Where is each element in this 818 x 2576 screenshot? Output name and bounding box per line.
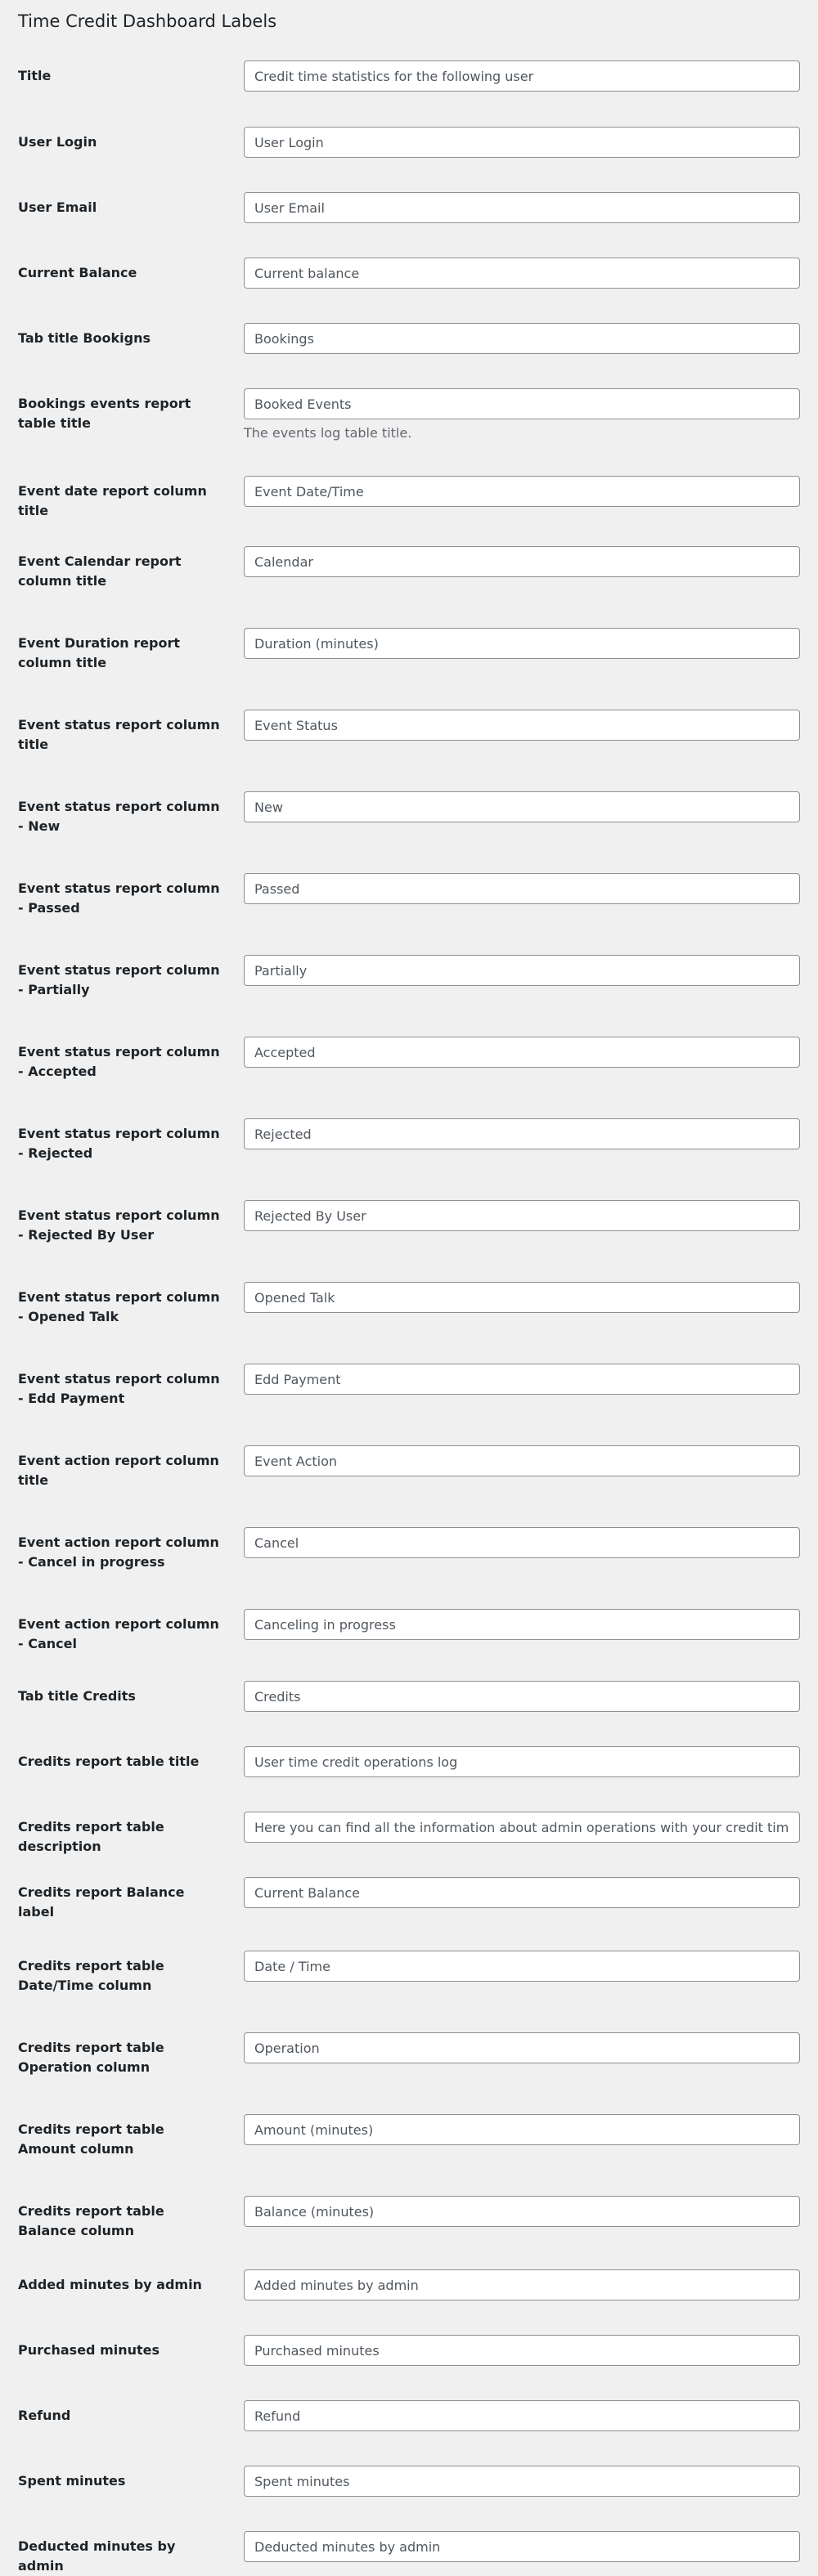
field-label: Event Calendar report column title (18, 553, 182, 589)
credits-report-table-balance-column-input[interactable] (244, 2196, 800, 2227)
event-action-report-column-cancel-in-progress-input[interactable] (244, 1527, 800, 1558)
field-label: Event date report column title (18, 483, 207, 518)
event-action-report-column-cancel-input[interactable] (244, 1609, 800, 1640)
field-label: Tab title Bookigns (18, 330, 151, 346)
event-date-report-column-title-input[interactable] (244, 476, 800, 507)
field-label: Refund (18, 2408, 71, 2423)
field-label: Purchased minutes (18, 2342, 160, 2358)
field-label: Credits report table description (18, 1819, 164, 1854)
field-label: User Login (18, 134, 97, 150)
event-status-report-column-rejected-by-user-input[interactable] (244, 1200, 800, 1231)
credits-report-balance-label-input[interactable] (244, 1877, 800, 1908)
field-label: Credits report Balance label (18, 1884, 185, 1920)
tab-title-credits-input[interactable] (244, 1681, 800, 1712)
field-label: Event status report column - Partially (18, 962, 220, 997)
bookings-events-report-table-title-input[interactable] (244, 388, 800, 419)
event-status-report-column-title-input[interactable] (244, 710, 800, 741)
spent-minutes-input[interactable] (244, 2466, 800, 2497)
field-description: The events log table title. (244, 425, 412, 441)
field-label: Tab title Credits (18, 1688, 136, 1704)
current-balance-input[interactable] (244, 258, 800, 289)
field-label: Credits report table Balance column (18, 2203, 164, 2238)
field-label: Event status report column - Opened Talk (18, 1289, 220, 1324)
field-label: Event action report column - Cancel (18, 1616, 219, 1651)
field-label: Credits report table Date/Time column (18, 1958, 164, 1993)
field-label: Current Balance (18, 265, 137, 280)
field-label: Title (18, 68, 52, 83)
event-status-report-column-edd-payment-input[interactable] (244, 1364, 800, 1395)
refund-input[interactable] (244, 2400, 800, 2431)
user-email-input[interactable] (244, 192, 800, 223)
purchased-minutes-input[interactable] (244, 2335, 800, 2366)
field-label: Added minutes by admin (18, 2277, 202, 2292)
field-label: Credits report table Amount column (18, 2121, 164, 2157)
field-label: Event status report column title (18, 717, 220, 752)
field-label: Event status report column - Rejected (18, 1126, 220, 1161)
event-status-report-column-opened-talk-input[interactable] (244, 1282, 800, 1313)
event-status-report-column-accepted-input[interactable] (244, 1037, 800, 1068)
field-label: Spent minutes (18, 2473, 126, 2489)
event-status-report-column-partially-input[interactable] (244, 955, 800, 986)
credits-report-table-amount-column-input[interactable] (244, 2114, 800, 2145)
field-label: Event status report column - Accepted (18, 1044, 220, 1079)
credits-report-table-date-time-column-input[interactable] (244, 1951, 800, 1982)
field-label: Credits report table title (18, 1754, 200, 1769)
title-input[interactable] (244, 60, 800, 92)
event-status-report-column-new-input[interactable] (244, 791, 800, 822)
deducted-minutes-by-admin-input[interactable] (244, 2531, 800, 2562)
added-minutes-by-admin-input[interactable] (244, 2269, 800, 2300)
field-label: Event status report column - Passed (18, 880, 220, 916)
event-status-report-column-passed-input[interactable] (244, 873, 800, 904)
field-label: Event action report column title (18, 1453, 219, 1488)
field-label: User Email (18, 199, 97, 215)
credits-report-table-description-input[interactable] (244, 1812, 800, 1843)
event-duration-report-column-title-input[interactable] (244, 628, 800, 659)
tab-title-bookigns-input[interactable] (244, 323, 800, 354)
credits-report-table-operation-column-input[interactable] (244, 2032, 800, 2063)
field-label: Event Duration report column title (18, 635, 180, 670)
page-title: Time Credit Dashboard Labels (18, 11, 277, 31)
field-label: Bookings events report table title (18, 396, 191, 431)
event-calendar-report-column-title-input[interactable] (244, 546, 800, 577)
field-label: Event status report column - Edd Payment (18, 1371, 220, 1406)
field-label: Event action report column - Cancel in progress (18, 1534, 219, 1570)
field-label: Event status report column - Rejected By User (18, 1207, 220, 1243)
field-label: Deducted minutes by admin (18, 2538, 176, 2574)
event-status-report-column-rejected-input[interactable] (244, 1118, 800, 1149)
field-label: Event status report column - New (18, 799, 220, 834)
event-action-report-column-title-input[interactable] (244, 1445, 800, 1476)
credits-report-table-title-input[interactable] (244, 1746, 800, 1777)
field-label: Credits report table Operation column (18, 2040, 164, 2075)
user-login-input[interactable] (244, 127, 800, 158)
